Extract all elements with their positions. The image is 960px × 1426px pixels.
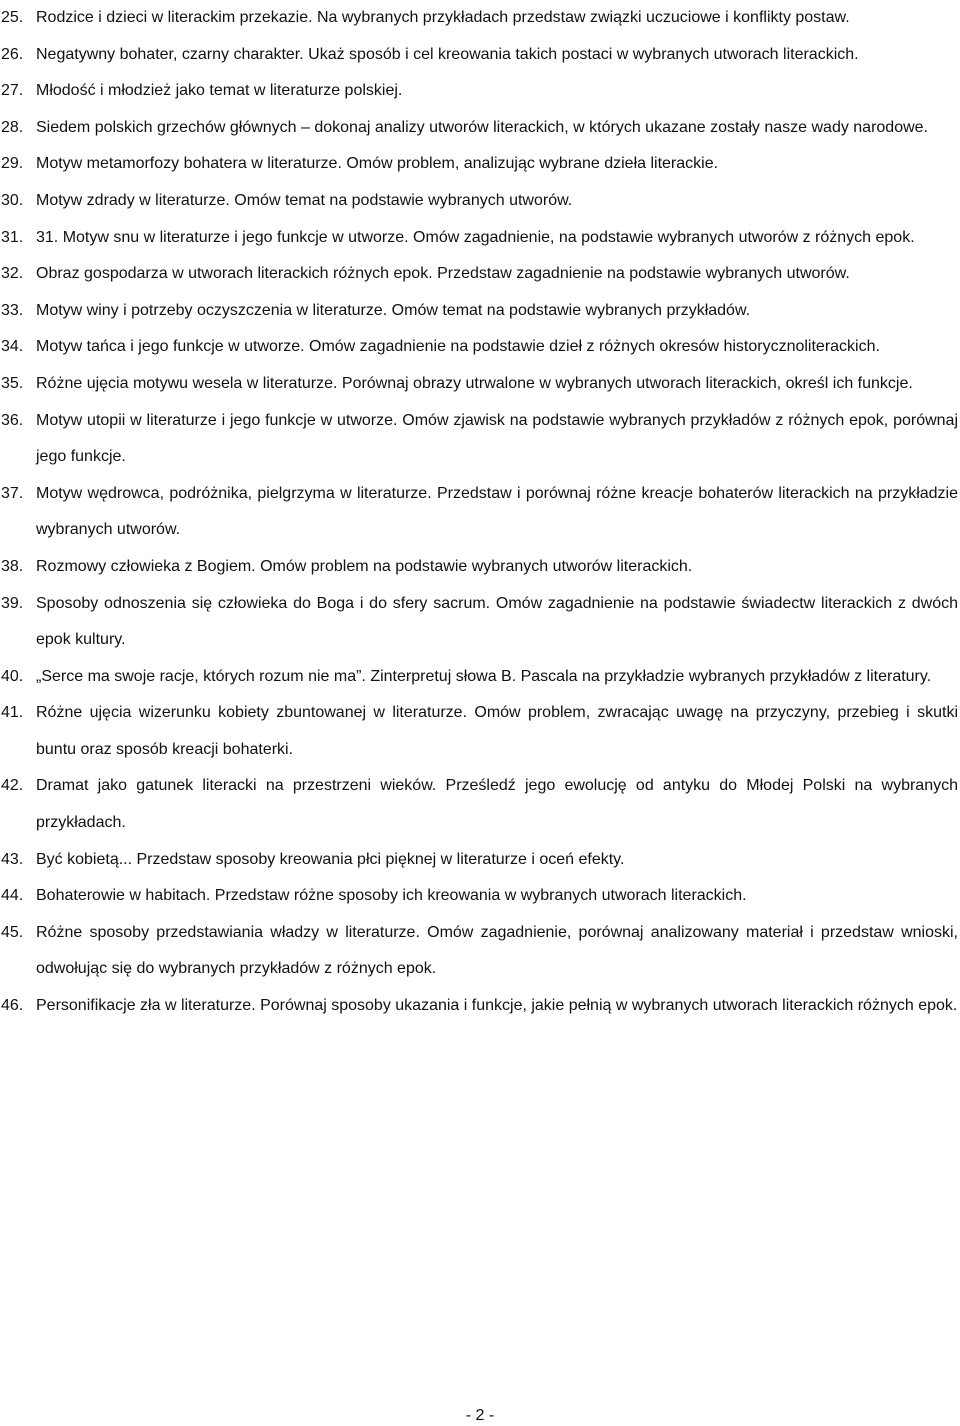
list-item — [0, 878, 958, 915]
topic-text: Bohaterowie w habitach. Przedstaw różne sposoby ich kreowania w wybranych utworach literackich. — [36, 887, 747, 905]
list-item — [0, 366, 958, 403]
list-item — [0, 695, 958, 768]
topic-number: 34. — [1, 338, 24, 356]
topic-text: Personifikacje zła w literaturze. Porównaj sposoby ukazania i funkcje, jakie pełnią w wybranych utworach literackich różnych epok. — [36, 997, 958, 1015]
topic-number: 40. — [1, 667, 24, 685]
topic-text: Różne ujęcia motywu wesela w literaturze. Porównaj obrazy utrwalone w wybranych utworach literackich, określ ich funkcje. — [36, 374, 913, 392]
list-item — [0, 73, 958, 110]
list-item — [0, 110, 958, 147]
topic-number: 37. — [1, 484, 24, 502]
topic-number: 45. — [1, 923, 24, 941]
topic-text: Różne ujęcia wizerunku kobiety zbuntowanej w literaturze. Omów problem, zwracając uwagę na przyczyny, przebieg i skutki buntu oraz sposób kreacji bohaterki. — [36, 704, 958, 758]
topic-text: Sposoby odnoszenia się człowieka do Boga i do sfery sacrum. Omów zagadnienie na podstawie świadectw literackich z dwóch epok kultury. — [36, 594, 958, 649]
list-item — [0, 915, 958, 988]
topic-text: Różne sposoby przedstawiania władzy w literaturze. Omów zagadnienie, porównaj analizowany materiał i przedstaw wnioski, odwołując się do wybranych przykładów z różnych epok. — [36, 923, 958, 978]
list-item — [0, 549, 958, 586]
topic-text: Rodzice i dzieci w literackim przekazie. Na wybranych przykładach przedstaw związki uczuciowe i konflikty postaw. — [36, 9, 850, 26]
topic-text: Motyw winy i potrzeby oczyszczenia w literaturze. Omów temat na podstawie wybranych przykładów. — [36, 301, 751, 319]
topic-number: 30. — [1, 191, 24, 209]
topic-text: Dramat jako gatunek literacki na przestrzeni wieków. Prześledź jego ewolucję od antyku do Młodej Polski na wybranych przykładach. — [36, 777, 958, 832]
topic-text: Rozmowy człowieka z Bogiem. Omów problem na podstawie wybranych utworów literackich. — [36, 557, 693, 575]
topic-number: 33. — [1, 301, 24, 319]
topic-number: 25. — [1, 9, 24, 26]
topic-text: Motyw metamorfozy bohatera w literaturze. Omów problem, analizując wybrane dzieła literackie. — [36, 155, 719, 173]
topic-number: 46. — [1, 997, 24, 1015]
list-item — [0, 256, 958, 293]
topic-number: 38. — [1, 557, 24, 575]
list-item — [0, 37, 958, 74]
list-item — [0, 183, 958, 220]
list-item — [0, 146, 958, 183]
topic-number: 44. — [1, 887, 24, 905]
topic-text: Motyw wędrowca, podróżnika, pielgrzyma w literaturze. Przedstaw i porównaj różne kreacje bohaterów literackich na przykładzie wybranych utworów. — [36, 484, 958, 539]
topic-text: Obraz gospodarza w utworach literackich różnych epok. Przedstaw zagadnienie na podstawie wybranych utworów. — [36, 265, 850, 283]
topic-text: Motyw utopii w literaturze i jego funkcje w utworze. Omów zjawisk na podstawie wybranych przykładów z różnych epok, porównaj jego funkcje. — [36, 411, 958, 466]
list-item — [0, 476, 958, 549]
topic-number: 41. — [1, 704, 24, 722]
topic-number: 31. — [1, 228, 24, 246]
topic-number: 28. — [1, 118, 24, 136]
list-item — [0, 842, 958, 879]
list-item — [0, 988, 958, 1025]
page-number: - 2 - — [465, 1407, 495, 1424]
topic-number: 26. — [1, 45, 24, 63]
topic-text: Negatywny bohater, czarny charakter. Ukaż sposób i cel kreowania takich postaci w wybranych utworach literackich. — [36, 45, 859, 63]
list-item — [0, 768, 958, 841]
topic-number: 42. — [1, 777, 24, 795]
topic-text: Motyw tańca i jego funkcje w utworze. Omów zagadnienie na podstawie dzieł z różnych okresów historycznoliterackich. — [36, 338, 880, 356]
list-item — [0, 220, 958, 257]
topic-number: 36. — [1, 411, 24, 429]
topic-number: 35. — [1, 374, 24, 392]
list-item — [0, 0, 958, 37]
list-item — [0, 329, 958, 366]
topic-number: 39. — [1, 594, 24, 612]
topic-text: Być kobietą... Przedstaw sposoby kreowania płci pięknej w literaturze i oceń efekty. — [36, 850, 625, 868]
topic-number: 27. — [1, 82, 24, 100]
list-item — [0, 293, 958, 330]
topic-text: Motyw zdrady w literaturze. Omów temat na podstawie wybranych utworów. — [36, 191, 573, 209]
list-item — [0, 586, 958, 659]
list-item — [0, 403, 958, 476]
topic-text: Młodość i młodzież jako temat w literaturze polskiej. — [36, 82, 403, 100]
topic-text: 31. Motyw snu w literaturze i jego funkcje w utworze. Omów zagadnienie, na podstawie wybranych utworów z różnych epok. — [36, 228, 915, 246]
topic-text: „Serce ma swoje racje, których rozum nie ma”. Zinterpretuj słowa B. Pascala na przykładzie wybranych przykładów z literatury. — [36, 667, 932, 685]
topic-number: 29. — [1, 155, 24, 173]
topic-text: Siedem polskich grzechów głównych – dokonaj analizy utworów literackich, w których ukazane zostały nasze wady narodowe. — [36, 118, 928, 136]
list-item — [0, 659, 958, 696]
topic-number: 43. — [1, 850, 24, 868]
topic-number: 32. — [1, 265, 24, 283]
